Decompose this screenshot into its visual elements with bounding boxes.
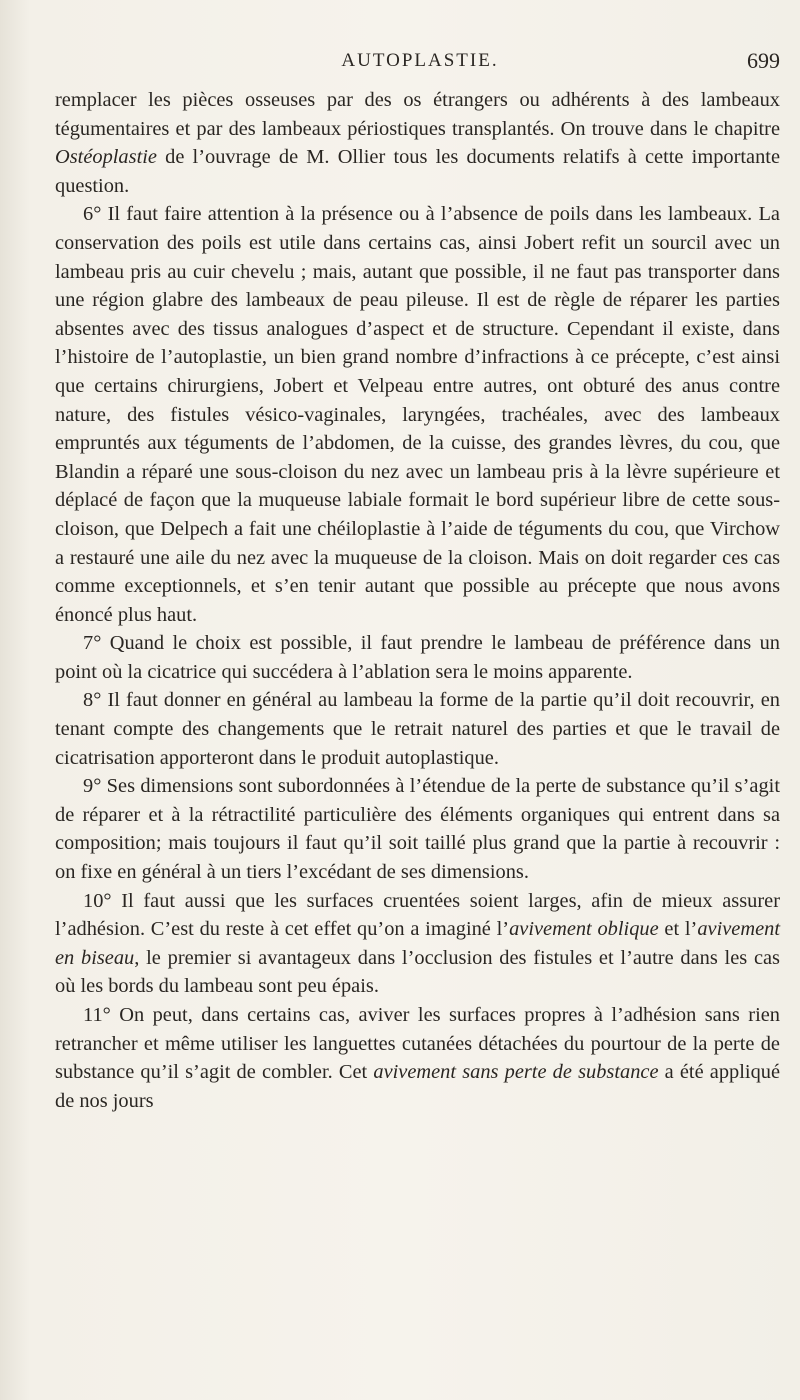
text-body (55, 86, 780, 1115)
paragraph-11-avivement: 11° On peut, dans certains cas, aviver les surfaces propres à l’adhésion sans rien retrancher et même utiliser les languettes cutanées détachées du pourtour de la perte de substance qu’il s’agit de combler. Cet avivement sans perte de substance a été appliqué de nos jours (55, 1004, 781, 1112)
running-title: AUTOPLASTIE. (341, 50, 499, 71)
page-number: 699 (747, 48, 780, 73)
paragraph-10-surfaces: 10° Il faut aussi que les surfaces cruentées soient larges, afin de mieux assurer l’adhésion. C’est du reste à cet effet qu’on a imaginé l’avivement oblique et l’avivement en biseau, le premier si avantageux dans l’occlusion des fistules et l’autre dans les cas où les bords du lambeau sont peu épais. (55, 889, 780, 998)
paragraph-6-poils: 6° Il faut faire attention à la présence ou à l’absence de poils dans les lambeaux. La conservation des poils est utile dans certains cas, ainsi Jobert refit un sourcil avec un lambeau pris au cuir chevelu ; mais, autant que possible, il ne faut pas transporter dans une région glabre des lambeaux de peau pileuse. Il est de règle de réparer les parties absentes avec des tissus analogues d’aspect et de structure. Cependant il existe, dans l’histoire de l’autoplastie, un bien grand nombre d’infractions à ce précepte, c’est ainsi que certains chirurgiens, Jobert et Velpeau entre autres, ont obturé des anus contre nature, des fistules vésico-vaginales, laryngées, trachéales, avec des lambeaux empruntés aux téguments de l’abdomen, de la cuisse, des grandes lèvres, du cou, que Blandin a réparé une sous-cloison du nez avec un lambeau pris à la lèvre supérieure et déplacé de façon que la muqueuse labiale formait le bord supérieur libre de cette sous-cloison, que Delpech a fait une chéiloplastie à l’aide de téguments du cou, que Virchow a restauré une aile du nez avec la muqueuse de la cloison. Mais on doit regarder ces cas comme exceptionnels, et s’en tenir autant que possible au précepte que nous avons énoncé plus haut. (55, 203, 780, 626)
paragraph-7-choix: 7° Quand le choix est possible, il faut prendre le lambeau de préférence dans un point où la cicatrice qui succédera à l’ablation sera le moins apparente. (55, 632, 780, 683)
page-header (60, 48, 780, 78)
paragraph-continued: remplacer les pièces osseuses par des os étrangers ou adhérents à des lambeaux tégumentaires et par des lambeaux périostiques transplantés. On trouve dans le chapitre Ostéoplastie de l’ouvrage de M. Ollier tous les documents relatifs à cette importante question. (55, 89, 780, 197)
paragraph-9-dimensions: 9° Ses dimensions sont subordonnées à l’étendue de la perte de substance qu’il s’agit de réparer et à la rétractilité particulière des éléments organiques qui entrent dans sa composition; mais toujours il faut qu’il soit taillé plus grand que la partie à recouvrir : on fixe en général à un tiers l’excédant de ses dimensions. (55, 775, 780, 884)
paragraph-8-forme: 8° Il faut donner en général au lambeau la forme de la partie qu’il doit recouvrir, en tenant compte des changements que le retrait naturel des parties et que le travail de cicatrisation apporteront dans le produit autoplastique. (55, 689, 780, 769)
